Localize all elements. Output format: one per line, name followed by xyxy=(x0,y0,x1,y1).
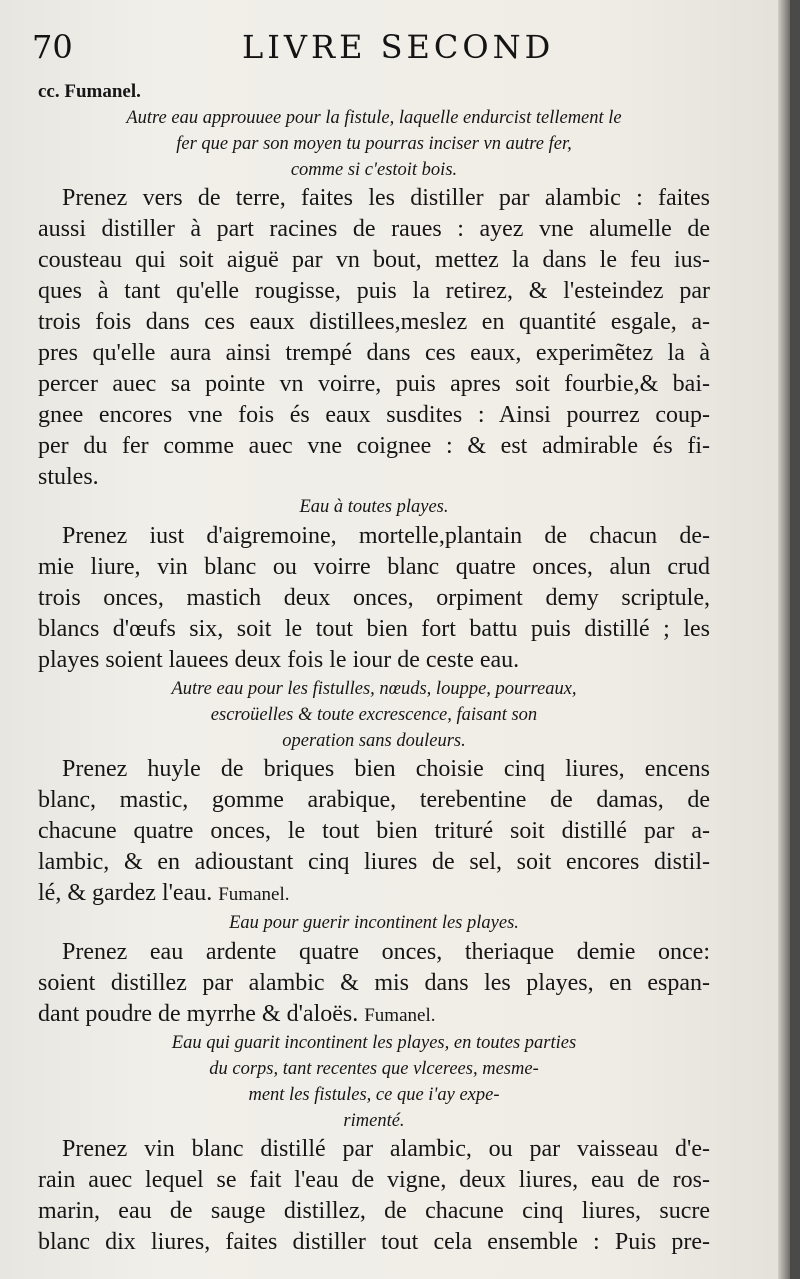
text-line: gnee encores vne fois és eaux susdites : Ainsi pourrez coup- xyxy=(38,402,710,428)
text-line: blanc dix liures, faites distiller tout cela ensemble : Puis pre- xyxy=(38,1229,710,1255)
title-line: operation sans douleurs. xyxy=(282,731,466,751)
page-header xyxy=(32,28,732,68)
text-line xyxy=(38,999,710,1030)
text-line: chacune quatre onces, le tout bien trituré soit distillé par a- xyxy=(38,818,710,844)
text-line xyxy=(38,878,710,909)
title-line: rimenté. xyxy=(343,1111,405,1131)
text-line: stules. xyxy=(38,464,99,490)
attribution: Fumanel. xyxy=(218,884,290,905)
title-line: comme si c'estoit bois. xyxy=(290,160,458,180)
text-line: trois fois dans ces eaux distillees,meslez en quantité esgale, a- xyxy=(38,309,710,335)
text-line: cousteau qui soit aiguë par vn bout, mettez la dans le feu ius- xyxy=(38,247,710,273)
text-line: soient distillez par alambic & mis dans les playes, en espan- xyxy=(38,970,710,996)
title-line: du corps, tant recentes que vlcerees, mesme- xyxy=(209,1059,539,1079)
title-all-wounds: Eau à toutes playes. xyxy=(299,497,449,517)
paragraph-all-parts-water xyxy=(38,1134,710,1258)
text-fragment: lé, & gardez l'eau. xyxy=(38,880,213,906)
text-line: Prenez iust d'aigremoine, mortelle,plantain de chacun de- xyxy=(62,523,710,549)
title-excrescence-water xyxy=(38,676,710,754)
paragraph-excrescence-water xyxy=(38,754,710,909)
text-line: aussi distiller à part racines de raues : ayez vne alumelle de xyxy=(38,216,710,242)
title-line: ment les fistules, ce que i'ay expe- xyxy=(248,1085,500,1105)
text-line: Prenez vin blanc distillé par alambic, ou par vaisseau d'e- xyxy=(62,1136,710,1162)
page-number: 70 xyxy=(32,28,73,66)
running-head: LIVRE SECOND xyxy=(242,28,555,66)
text-line: blanc, mastic, gomme arabique, terebentine de damas, de xyxy=(38,787,710,813)
text-line: Prenez huyle de briques bien choisie cinq liures, encens xyxy=(62,756,710,782)
title-line: Eau qui guarit incontinent les playes, en toutes parties xyxy=(171,1033,577,1053)
text-line: per du fer comme auec vne coignee : & est admirable és fi- xyxy=(38,433,710,459)
text-line: blancs d'œufs six, soit le tout bien fort battu puis distillé ; les xyxy=(38,616,710,642)
paragraph-heal-wounds xyxy=(38,937,710,1030)
text-line: percer auec sa pointe vn voirre, puis apres soit fourbie,& bai- xyxy=(38,371,710,397)
page-body xyxy=(38,78,710,1258)
text-fragment: dant poudre de myrrhe & d'aloës. xyxy=(38,1001,359,1027)
paragraph-fistule-water xyxy=(38,183,710,493)
title-line: fer que par son moyen tu pourras inciser vn autre fer, xyxy=(176,134,572,154)
text-line: ques à tant qu'elle rougisse, puis la retirez, & l'esteindez par xyxy=(38,278,710,304)
page-gutter-shadow xyxy=(778,0,790,1279)
text-line: Prenez vers de terre, faites les distiller par alambic : faites xyxy=(62,185,710,211)
title-all-parts-water xyxy=(38,1030,710,1134)
title-fistule-water xyxy=(38,105,710,183)
paragraph-all-wounds xyxy=(38,521,710,676)
text-line: rain auec lequel se fait l'eau de vigne, deux liures, eau de ros- xyxy=(38,1167,710,1193)
title-line: escroüelles & toute excrescence, faisant son xyxy=(210,705,538,725)
text-line: pres qu'elle aura ainsi trempé dans ces eaux, experimẽtez la à xyxy=(38,340,710,366)
text-line: trois onces, mastich deux onces, orpiment demy scriptule, xyxy=(38,585,710,611)
text-line: lambic, & en adioustant cinq liures de sel, soit encores distil- xyxy=(38,849,710,875)
attribution: Fumanel. xyxy=(364,1005,436,1026)
text-line: playes soient lauees deux fois le iour de ceste eau. xyxy=(38,647,520,673)
title-line: Autre eau approuuee pour la fistule, laquelle endurcist tellement le xyxy=(126,108,622,128)
attribution-top: cc. Fumanel. xyxy=(38,81,141,102)
title-line: Autre eau pour les fistulles, nœuds, louppe, pourreaux, xyxy=(171,679,577,699)
title-heal-wounds: Eau pour guerir incontinent les playes. xyxy=(229,913,519,933)
text-line: marin, eau de sauge distillez, de chacune cinq liures, sucre xyxy=(38,1198,710,1224)
text-line: Prenez eau ardente quatre onces, theriaque demie once: xyxy=(62,939,710,965)
text-line: mie liure, vin blanc ou voirre blanc quatre onces, alun crud xyxy=(38,554,710,580)
